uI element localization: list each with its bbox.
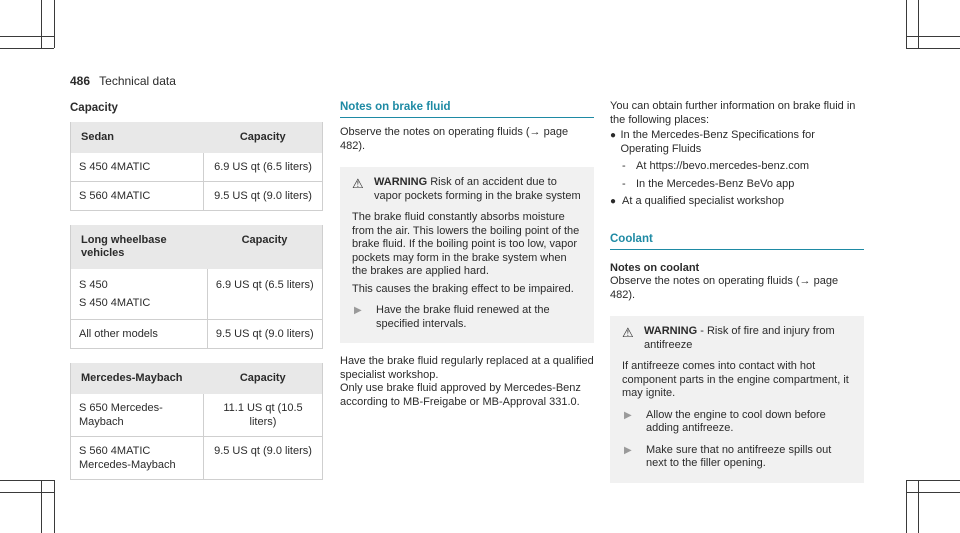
step-arrow-icon: ▶: [624, 444, 632, 456]
step-arrow-icon: ▶: [624, 409, 632, 421]
crop-mark: [906, 36, 960, 37]
sub-item-text: In the Mercedes-Benz BeVo app: [636, 177, 795, 190]
crop-mark: [54, 0, 55, 48]
warning-icon: ⚠: [352, 176, 364, 191]
table-cell: S 450 4MATIC: [71, 153, 204, 182]
sub-item-text: At https://bevo.mercedes-benz.com: [636, 160, 810, 172]
list-item: [610, 195, 864, 209]
bullet-text: In the Mercedes-Benz Specifications for Operating Fluids: [620, 129, 815, 155]
warning-heading: WARNING - Risk of fire and injury from antifreeze: [644, 325, 835, 351]
table-row: [71, 437, 323, 480]
table-cell: All other models: [71, 320, 208, 349]
table-row: [71, 153, 323, 182]
table-cell: S 560 4MATIC: [71, 182, 204, 211]
table-header: Mercedes-Maybach: [71, 363, 204, 394]
table-header: Capacity: [207, 225, 323, 269]
crop-mark: [0, 480, 54, 481]
crop-mark: [918, 0, 919, 48]
capacity-title: Capacity: [70, 102, 118, 114]
table-row: [71, 182, 323, 211]
crop-mark: [906, 480, 907, 533]
table-cell: 9.5 US qt (9.0 liters): [204, 182, 323, 211]
table-cell: 11.1 US qt (10.5 liters): [204, 394, 323, 437]
table-cell: 6.9 US qt (6.5 liters): [207, 269, 323, 320]
instruction-step: [352, 304, 582, 331]
right-column: [610, 100, 864, 495]
paragraph: Only use brake fluid approved by Mercedes-Benz according to MB-Freigabe or MB-Approval 331.0.: [340, 382, 581, 408]
crop-mark: [41, 0, 42, 48]
crop-mark: [0, 48, 54, 49]
section-title: Technical data: [99, 74, 176, 88]
table-row: [71, 394, 323, 437]
table-header: Long wheelbase vehicles: [71, 225, 208, 269]
warning-heading: [374, 176, 582, 203]
warning-icon: ⚠: [622, 325, 634, 340]
page-header: [70, 74, 176, 88]
capacity-column: [70, 100, 324, 494]
brake-fluid-column: [340, 100, 594, 409]
bullet-icon: ●: [610, 130, 617, 141]
warning-text: The brake fluid constantly absorbs moisture from the air. This lowers the boiling point of the brake fluid. If the boiling point is too low, vapor pockets may form in the brake system when the brakes are applied hard.: [352, 211, 580, 277]
list-item: [610, 178, 864, 192]
table-cell: S 650 Mercedes-Maybach: [71, 394, 204, 437]
crop-mark: [906, 48, 960, 49]
warning-text: This causes the braking effect to be impaired.: [352, 282, 574, 295]
paragraph: Have the brake fluid regularly replaced at a qualified specialist workshop.: [340, 355, 594, 381]
warning-label: WARNING: [374, 176, 428, 188]
crop-mark: [54, 480, 55, 533]
crop-mark: [906, 0, 907, 48]
warning-text: If antifreeze comes into contact with hot component parts in the engine compartment, it may ignite.: [622, 360, 849, 399]
step-text: Make sure that no antifreeze spills out next to the filler opening.: [646, 443, 832, 469]
dash-icon: -: [622, 177, 626, 190]
crop-mark: [906, 480, 960, 481]
section-heading: Coolant: [610, 233, 864, 250]
crop-mark: [0, 492, 54, 493]
crop-mark: [906, 492, 960, 493]
bullet-icon: ●: [610, 196, 617, 207]
subheading: Notes on coolant: [610, 261, 700, 274]
paragraph: Observe the notes on operating fluids (→ page 482).: [340, 126, 569, 152]
capacity-table-maybach: [70, 363, 323, 480]
table-cell: 6.9 US qt (6.5 liters): [204, 153, 323, 182]
section-heading: Notes on brake fluid: [340, 101, 594, 118]
table-header: Sedan: [71, 122, 204, 153]
bullet-text: At a qualified specialist workshop: [622, 195, 785, 207]
table-row: [71, 320, 323, 349]
table-row: [71, 269, 323, 320]
warning-title: Risk of fire and injury from antifreeze: [644, 325, 835, 351]
step-arrow-icon: ▶: [354, 305, 362, 316]
warning-title: Risk of an accident due to vapor pockets forming in the brake system: [374, 176, 581, 202]
table-header: Capacity: [204, 122, 323, 153]
instruction-step: [622, 409, 852, 436]
capacity-table-sedan: [70, 122, 323, 211]
crop-mark: [918, 480, 919, 533]
dash-icon: -: [622, 160, 626, 172]
paragraph: Observe the notes on operating fluids (→ page 482).: [610, 275, 839, 301]
table-header: Capacity: [204, 363, 323, 394]
warning-box: [340, 167, 594, 343]
paragraph: You can obtain further information on brake fluid in the following places:: [610, 100, 856, 126]
capacity-table-long-wheelbase: [70, 225, 323, 349]
list-item: [610, 160, 864, 174]
crop-mark: [0, 36, 54, 37]
list-item: [610, 129, 864, 156]
warning-box: [610, 316, 864, 483]
table-cell: S 560 4MATIC Mercedes-Maybach: [71, 437, 204, 480]
table-cell: 9.5 US qt (9.0 liters): [204, 437, 323, 480]
instruction-step: [622, 444, 852, 471]
warning-label: WARNING: [644, 325, 698, 337]
page-number: 486: [70, 74, 91, 88]
crop-mark: [41, 480, 42, 533]
step-text: Allow the engine to cool down before adding antifreeze.: [646, 408, 826, 434]
step-text: Have the brake fluid renewed at the specified intervals.: [376, 304, 550, 330]
table-cell: 9.5 US qt (9.0 liters): [207, 320, 323, 349]
table-cell: S 450 S 450 4MATIC: [71, 269, 208, 320]
